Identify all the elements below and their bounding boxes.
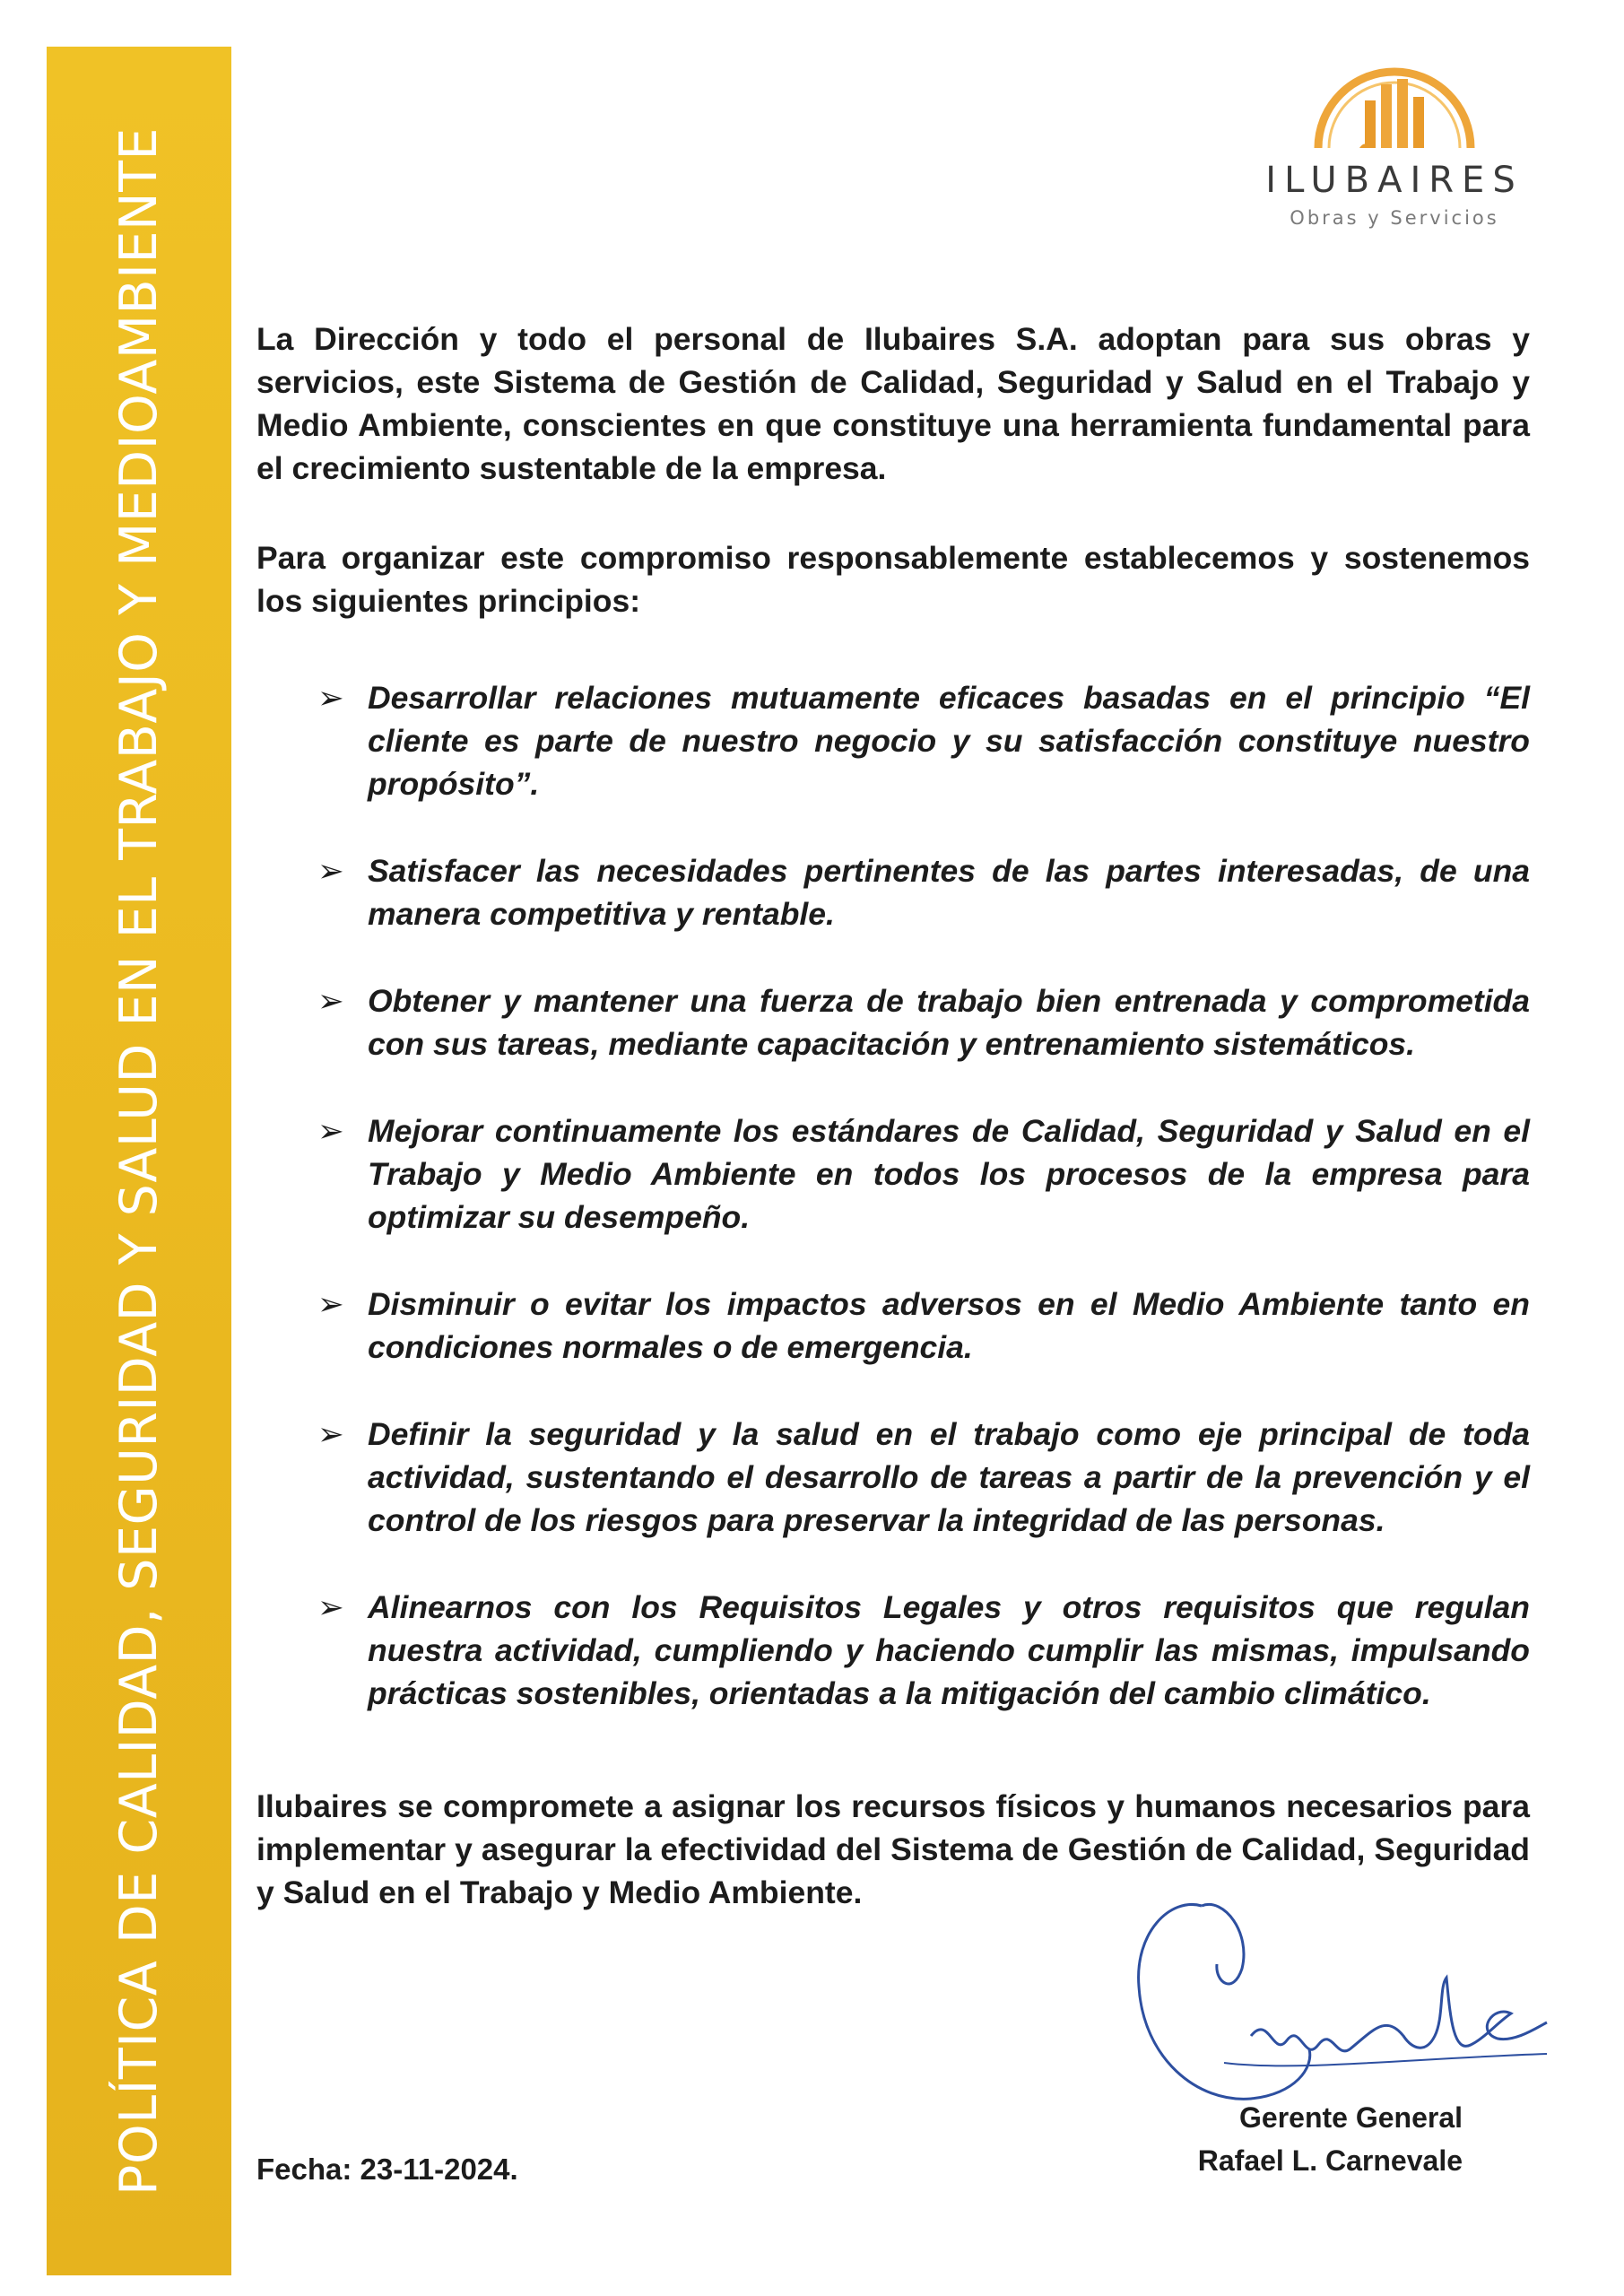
list-item [317, 1413, 1530, 1542]
principles-list [256, 676, 1530, 1715]
arrowhead-bullet-icon: ➢ [317, 1416, 344, 1452]
signer-block [1198, 2096, 1463, 2182]
arrowhead-bullet-icon: ➢ [317, 1286, 344, 1322]
arrowhead-bullet-icon: ➢ [317, 680, 344, 716]
signer-role: Gerente General [1239, 2101, 1463, 2134]
principle-text: Satisfacer las necesidades pertinentes de las partes interesadas, de una manera competitiva y rentable. [368, 853, 1530, 932]
building-arch-icon [1309, 54, 1480, 152]
lead-paragraph: Para organizar este compromiso responsablemente establecemos y sostenemos los siguientes principios: [256, 540, 1530, 619]
principle-text: Obtener y mantener una fuerza de trabajo bien entrenada y comprometida con sus tareas, mediante capacitación y entrenamiento sistemáticos. [368, 983, 1530, 1062]
logo-tagline: Obras y Servicios [1290, 207, 1499, 229]
policy-title: POLÍTICA DE CALIDAD, SEGURIDAD Y SALUD EN EL TRABAJO Y MEDIOAMBIENTE [109, 126, 169, 2196]
sidebar-banner [47, 47, 231, 2275]
arrowhead-bullet-icon: ➢ [317, 983, 344, 1019]
list-item [317, 1586, 1530, 1715]
company-logo [1246, 54, 1542, 233]
principle-text: Definir la seguridad y la salud en el trabajo como eje principal de toda actividad, sustentando el desarrollo de tareas a partir de la prevención y el control de los riesgos para preservar la integridad de las personas. [368, 1416, 1530, 1538]
principle-text: Alinearnos con los Requisitos Legales y otros requisitos que regulan nuestra actividad, cumpliendo y haciendo cumplir las mismas, impulsando prácticas sostenibles, orientadas a la mitigación del cambio climático. [368, 1589, 1530, 1711]
intro-paragraph: La Dirección y todo el personal de Ilubaires S.A. adoptan para sus obras y servicios, este Sistema de Gestión de Calidad, Seguridad y Salud en el Trabajo y Medio Ambiente, conscientes en que constituye una herramienta fundamental para el crecimiento sustentable de la empresa. [256, 321, 1530, 486]
document-date: Fecha: 23-11-2024. [256, 2152, 518, 2186]
principle-text: Desarrollar relaciones mutuamente eficaces basadas en el principio “El cliente es parte de nuestro negocio y su satisfacción constituye nuestro propósito”. [368, 680, 1530, 802]
principle-text: Mejorar continuamente los estándares de Calidad, Seguridad y Salud en el Trabajo y Medio Ambiente en todos los procesos de la empresa para optimizar su desempeño. [368, 1113, 1530, 1235]
arrowhead-bullet-icon: ➢ [317, 1113, 344, 1149]
arrowhead-bullet-icon: ➢ [317, 853, 344, 889]
commitment-paragraph: Ilubaires se compromete a asignar los recursos físicos y humanos necesarios para implementar y asegurar la efectividad del Sistema de Gestión de Calidad, Seguridad y Salud en el Trabajo y Medio Ambiente. [256, 1788, 1530, 1910]
list-item [317, 1109, 1530, 1239]
list-item [317, 849, 1530, 935]
logo-name: ILUBAIRES [1265, 160, 1524, 201]
list-item [317, 1283, 1530, 1369]
list-item [317, 676, 1530, 805]
signer-name: Rafael L. Carnevale [1197, 2144, 1463, 2177]
arrowhead-bullet-icon: ➢ [317, 1589, 344, 1625]
list-item [317, 979, 1530, 1065]
policy-body [256, 317, 1530, 1914]
principle-text: Disminuir o evitar los impactos adversos en el Medio Ambiente tanto en condiciones normales o de emergencia. [368, 1286, 1530, 1365]
